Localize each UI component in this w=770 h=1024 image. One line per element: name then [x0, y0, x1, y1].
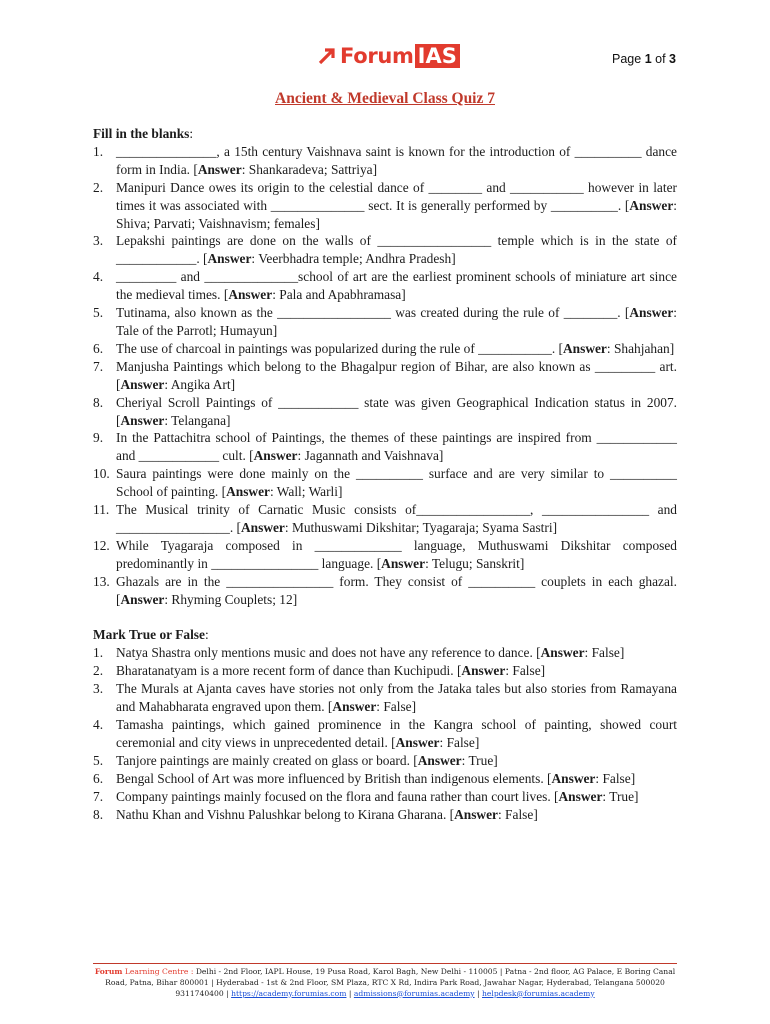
- answer-text: : False]: [505, 663, 546, 679]
- fill-blank-question: [93, 232, 677, 268]
- question-number: 13.: [93, 573, 110, 589]
- question-text: Nathu Khan and Vishnu Palushkar belong to Kirana Gharana. [: [116, 806, 455, 822]
- answer-label: Answer: [629, 305, 674, 321]
- answer-label: Answer: [226, 484, 270, 500]
- arrow-icon: [318, 47, 336, 65]
- quiz-content: [93, 125, 677, 823]
- question-number: 9.: [93, 430, 104, 446]
- tf-section-heading: Mark True or False:: [93, 627, 209, 643]
- true-false-question: [93, 644, 677, 662]
- answer-label: Answer: [120, 412, 165, 428]
- question-text: Company paintings mainly focused on the flora and fauna rather than court lives. [: [116, 788, 559, 804]
- question-number: 6.: [93, 340, 104, 356]
- page-title: Ancient & Medieval Class Quiz 7: [275, 90, 495, 107]
- question-number: 11.: [93, 502, 110, 518]
- answer-text: : False]: [584, 645, 625, 661]
- answer-text: : Telugu; Sanskrit]: [425, 555, 525, 571]
- question-text: Lepakshi paintings are done on the walls of _________________ temple which is in the state of ____________. [: [116, 233, 677, 267]
- answer-label: Answer: [461, 663, 506, 679]
- fill-blank-question: [93, 268, 677, 304]
- answer-label: Answer: [562, 340, 607, 356]
- question-number: 5.: [93, 752, 104, 768]
- footer-contact-line: [93, 989, 677, 1000]
- page-current: 1: [644, 52, 652, 66]
- answer-text: : True]: [602, 788, 639, 804]
- question-number: 1.: [93, 645, 104, 661]
- question-number: 8.: [93, 394, 104, 410]
- answer-text: : Shahjahan]: [606, 340, 675, 356]
- true-false-question: [93, 806, 677, 824]
- answer-label: Answer: [558, 788, 603, 804]
- question-number: 5.: [93, 305, 104, 321]
- fill-blank-question: [93, 501, 677, 537]
- answer-text: : Veerbhadra temple; Andhra Pradesh]: [251, 251, 456, 267]
- fill-blank-question: [93, 394, 677, 430]
- footer-separator: |: [477, 988, 480, 998]
- question-text: Ghazals are in the ________________ form. They consist of __________ couplets in each ghazal. [: [116, 573, 677, 607]
- answer-label: Answer: [120, 591, 165, 607]
- fill-blank-question: [93, 465, 677, 501]
- page-of: of: [655, 52, 666, 66]
- answer-text: : True]: [461, 752, 498, 768]
- question-text: Bharatanatyam is a more recent form of dance than Kuchipudi. [: [116, 663, 462, 679]
- true-false-question: [93, 662, 677, 680]
- question-text: _________ and ______________school of art are the earliest prominent schools of miniature art since the medieval times. [: [116, 269, 677, 303]
- fill-section-heading: Fill in the blanks:: [93, 126, 194, 141]
- answer-text: : Pala and Apabhramasa]: [272, 287, 406, 303]
- true-false-list: [93, 644, 677, 823]
- question-number: 3.: [93, 233, 104, 249]
- answer-label: Answer: [417, 752, 462, 768]
- answer-label: Answer: [197, 161, 242, 177]
- question-text: Saura paintings were done mainly on the __________ surface and are very similar to __________ School of painting. [: [116, 466, 677, 500]
- fill-blank-question: [93, 573, 677, 609]
- question-text: The use of charcoal in paintings was popularized during the rule of ___________. [: [116, 340, 563, 356]
- section-spacer: [93, 608, 677, 626]
- fill-blanks-list: [93, 143, 677, 609]
- footer-phone: 9311740400: [175, 988, 224, 998]
- true-false-question: [93, 752, 677, 770]
- footer: [93, 967, 677, 999]
- question-number: 12.: [93, 537, 110, 553]
- footer-address-line-1: [93, 967, 677, 978]
- footer-link-helpdesk[interactable]: helpdesk@forumias.academy: [482, 988, 595, 998]
- answer-text: : Muthuswami Dikshitar; Tyagaraja; Syama Sastri]: [284, 519, 558, 535]
- question-text: Manipuri Dance owes its origin to the celestial dance of ________ and ___________ however in later times it was associated with ______________ sect. It is generally performed by __________. [: [116, 179, 677, 213]
- answer-label: Answer: [551, 770, 596, 786]
- true-false-question: [93, 788, 677, 806]
- answer-label: Answer: [228, 287, 273, 303]
- question-number: 10.: [93, 466, 110, 482]
- question-number: 4.: [93, 717, 104, 732]
- true-false-question: [93, 680, 677, 716]
- answer-text: : Shiva; Parvati; Vaishnavism; females]: [116, 197, 677, 231]
- question-text: _______________, a 15th century Vaishnava saint is known for the introduction of __________ dance form in India. [: [116, 143, 677, 177]
- question-number: 7.: [93, 788, 104, 804]
- question-text: Cheriyal Scroll Paintings of ____________ state was given Geographical Indication status in 2007. [: [116, 394, 677, 428]
- question-text: Natya Shastra only mentions music and does not have any reference to dance. [: [116, 645, 541, 661]
- answer-text: : False]: [439, 734, 480, 750]
- question-text: While Tyagaraja composed in _____________ language, Muthuswami Dikshitar composed predominantly in ________________ language. [: [116, 537, 677, 571]
- answer-label: Answer: [253, 448, 298, 464]
- question-text: Tanjore paintings are mainly created on glass or board. [: [116, 752, 418, 768]
- footer-line-2: Road, Patna, Bihar 800001 | Hyderabad - 1st & 2nd Floor, SM Plaza, RTC X Rd, Indira Park Road, Jawahar Nagar, Hyderabad, Telangana 500020: [105, 977, 665, 987]
- answer-text: : False]: [595, 770, 636, 786]
- fill-blank-question: [93, 304, 677, 340]
- question-number: 1.: [93, 143, 104, 159]
- true-false-question: [93, 770, 677, 788]
- question-number: 2.: [93, 663, 104, 679]
- question-text: Tutinama, also known as the _________________ was created during the rule of ________. [: [116, 305, 630, 321]
- fill-blank-question: [93, 143, 677, 179]
- answer-text: : Telangana]: [164, 412, 231, 428]
- question-number: 6.: [93, 770, 104, 786]
- answer-label: Answer: [332, 699, 377, 715]
- answer-text: : Angika Art]: [164, 376, 236, 392]
- question-number: 7.: [93, 358, 104, 374]
- answer-label: Answer: [120, 376, 165, 392]
- footer-brand-forum: Forum: [94, 967, 123, 976]
- question-text: Manjusha Paintings which belong to the Bhagalpur region of Bihar, are also known as _________ art. [: [116, 358, 677, 392]
- fill-blank-question: [93, 429, 677, 465]
- footer-divider: [93, 963, 677, 964]
- question-number: 4.: [93, 269, 104, 285]
- answer-text: : Jagannath and Vaishnava]: [297, 448, 444, 464]
- answer-label: Answer: [540, 645, 585, 661]
- page-total: 3: [669, 52, 676, 66]
- footer-line-1: Delhi - 2nd Floor, IAPL House, 19 Pusa Road, Karol Bagh, New Delhi - 110005 | Patna - 2nd floor, AG Palace, E Boring Canal: [195, 967, 676, 976]
- page-number: [612, 52, 676, 66]
- answer-text: : False]: [376, 699, 417, 715]
- footer-link-admissions[interactable]: admissions@forumias.academy: [353, 988, 475, 998]
- question-text: In the Pattachitra school of Paintings, the themes of these paintings are inspired from ____________ and ____________ cult. [: [116, 430, 677, 464]
- fill-blank-question: [93, 340, 677, 358]
- answer-text: : Rhyming Couplets; 12]: [164, 591, 298, 607]
- answer-text: : Shankaradeva; Sattriya]: [241, 161, 378, 177]
- footer-separator: |: [226, 988, 229, 998]
- answer-label: Answer: [240, 519, 285, 535]
- question-text: The Musical trinity of Carnatic Music consists of_________________, ________________ and _________________. [: [116, 502, 677, 535]
- answer-label: Answer: [629, 197, 674, 213]
- footer-brand-centre: Learning Centre :: [124, 967, 194, 976]
- forumias-logo: [318, 44, 460, 68]
- page-word: Page: [612, 52, 642, 66]
- question-text: Bengal School of Art was more influenced by British than indigenous elements. [: [116, 770, 552, 786]
- answer-text: : Wall; Warli]: [269, 484, 343, 500]
- question-text: The Murals at Ajanta caves have stories not only from the Jataka tales but also stories from Ramayana and Mahabharata engraved upon them. [: [116, 681, 677, 715]
- footer-link-academy[interactable]: https://academy.forumias.com: [231, 988, 347, 998]
- footer-separator: |: [348, 988, 352, 998]
- question-text: Tamasha paintings, which gained prominence in the Kangra school of painting, showed court ceremonial and city views in unprecedented detail. [: [116, 717, 677, 750]
- true-false-question: [93, 716, 677, 752]
- logo-forum-text: Forum: [340, 44, 414, 68]
- answer-text: : False]: [497, 806, 538, 822]
- fill-blank-question: [93, 358, 677, 394]
- fill-blank-question: [93, 179, 677, 233]
- answer-text: : Tale of the Parrotl; Humayun]: [116, 305, 677, 338]
- answer-label: Answer: [381, 555, 426, 571]
- answer-label: Answer: [454, 806, 498, 822]
- answer-label: Answer: [207, 251, 252, 267]
- logo-ias-text: IAS: [415, 44, 460, 68]
- question-number: 8.: [93, 806, 104, 822]
- question-number: 2.: [93, 179, 104, 195]
- question-number: 3.: [93, 681, 104, 697]
- fill-blank-question: [93, 537, 677, 573]
- answer-label: Answer: [395, 734, 440, 750]
